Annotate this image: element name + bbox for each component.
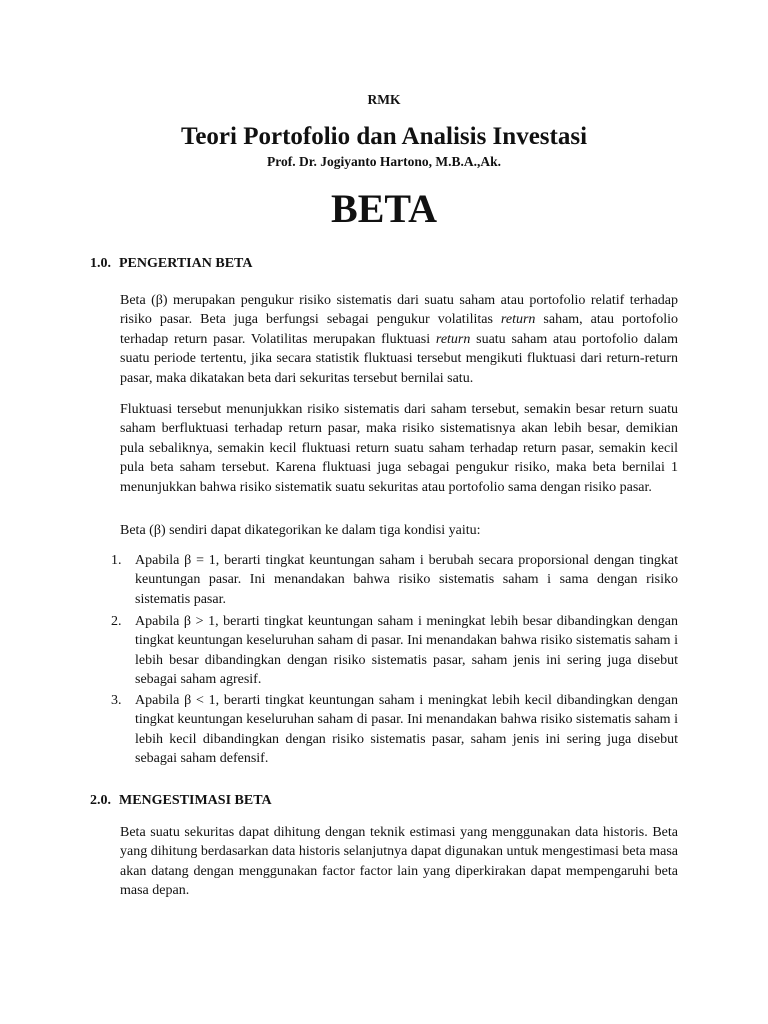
paragraph-categories-intro: Beta (β) sendiri dapat dikategorikan ke dalam tiga kondisi yaitu:	[120, 523, 481, 538]
section-number: 1.0.	[90, 256, 111, 271]
section-number: 2.0.	[90, 793, 111, 808]
list-item-text: Apabila β = 1, berarti tingkat keuntungan saham i berubah secara proporsional dengan tingkat keuntungan pasar. Ini menandakan bahwa risiko sistematis saham i sama dengan risiko sistematis pasar.	[135, 553, 678, 607]
document-label: RMK	[367, 92, 401, 107]
emphasis-return: return	[500, 312, 536, 328]
document-title: Teori Portofolio dan Analisis Investasi	[180, 123, 588, 150]
paragraph-text: saham, atau portofolio terhadap return pasar. Volatilitas merupakan fluktuasi	[120, 312, 679, 347]
paragraph-text: suatu saham atau portofolio dalam suatu periode tertentu, jika secara statistik fluktuasi tersebut mengikuti fluktuasi dari return-return pasar, maka dikatakan beta dari sekuritas tersebut bernilai satu.	[120, 331, 678, 386]
list-item-text: Apabila β < 1, berarti tingkat keuntungan saham i meningkat lebih kecil dibandingkan dengan tingkat keuntungan keseluruhan saham di pasar. Ini menandakan bahwa risiko sistematis saham i lebih kecil dibandingkan dengan risiko sistematis pasar, saham jenis ini sering juga disebut sebagai saham defensif.	[135, 693, 678, 767]
section-heading-mengestimasi	[90, 793, 272, 809]
paragraph-text: Beta (β) merupakan pengukur risiko sistematis dari suatu saham atau portofolio relatif terhadap risiko pasar. Beta juga berfungsi sebagai pengukur volatilitas	[120, 293, 678, 328]
section-heading-pengertian	[90, 256, 252, 272]
paragraph-fluctuation: Fluktuasi tersebut menunjukkan risiko sistematis dari saham tersebut, semakin besar return suatu saham berfluktuasi terhadap return pasar, maka risiko sistematisnya akan lebih besar, demikian pula sebaliknya, semakin kecil fluktuasi return suatu saham terhadap return pasar, semakin kecil pula beta saham tersebut. Karena fluktuasi juga sebagai pengukur risiko, maka beta bernilai 1 menunjukkan bahwa risiko sistematik suatu sekuritas atau portofolio sama dengan risiko pasar.	[120, 402, 678, 495]
list-item-number: 3.	[111, 693, 122, 708]
list-item-number: 2.	[111, 614, 122, 629]
list-item-number: 1.	[111, 553, 122, 568]
list-item-text: Apabila β > 1, berarti tingkat keuntungan saham i meningkat lebih besar dibandingkan dengan tingkat keuntungan keseluruhan saham di pasar. Ini menandakan bahwa risiko sistematis saham i lebih besar dibandingkan dengan risiko sistematis pasar, saham jenis ini sering juga disebut sebagai saham agresif.	[135, 614, 678, 688]
paragraph-definition	[120, 291, 678, 388]
section-title: PENGERTIAN BETA	[119, 256, 253, 271]
section-title: MENGESTIMASI BETA	[119, 793, 272, 808]
document-author: Prof. Dr. Jogiyanto Hartono, M.B.A.,Ak.	[267, 154, 501, 169]
topic-title: BETA	[331, 186, 437, 231]
paragraph-estimation: Beta suatu sekuritas dapat dihitung dengan teknik estimasi yang menggunakan data historis. Beta yang dihitung berdasarkan data historis selanjutnya dapat digunakan untuk mengestimasi beta masa akan datang dengan menggunakan factor factor lain yang diperkirakan dapat mempengaruhi beta masa depan.	[120, 825, 678, 899]
emphasis-return: return	[435, 331, 471, 347]
